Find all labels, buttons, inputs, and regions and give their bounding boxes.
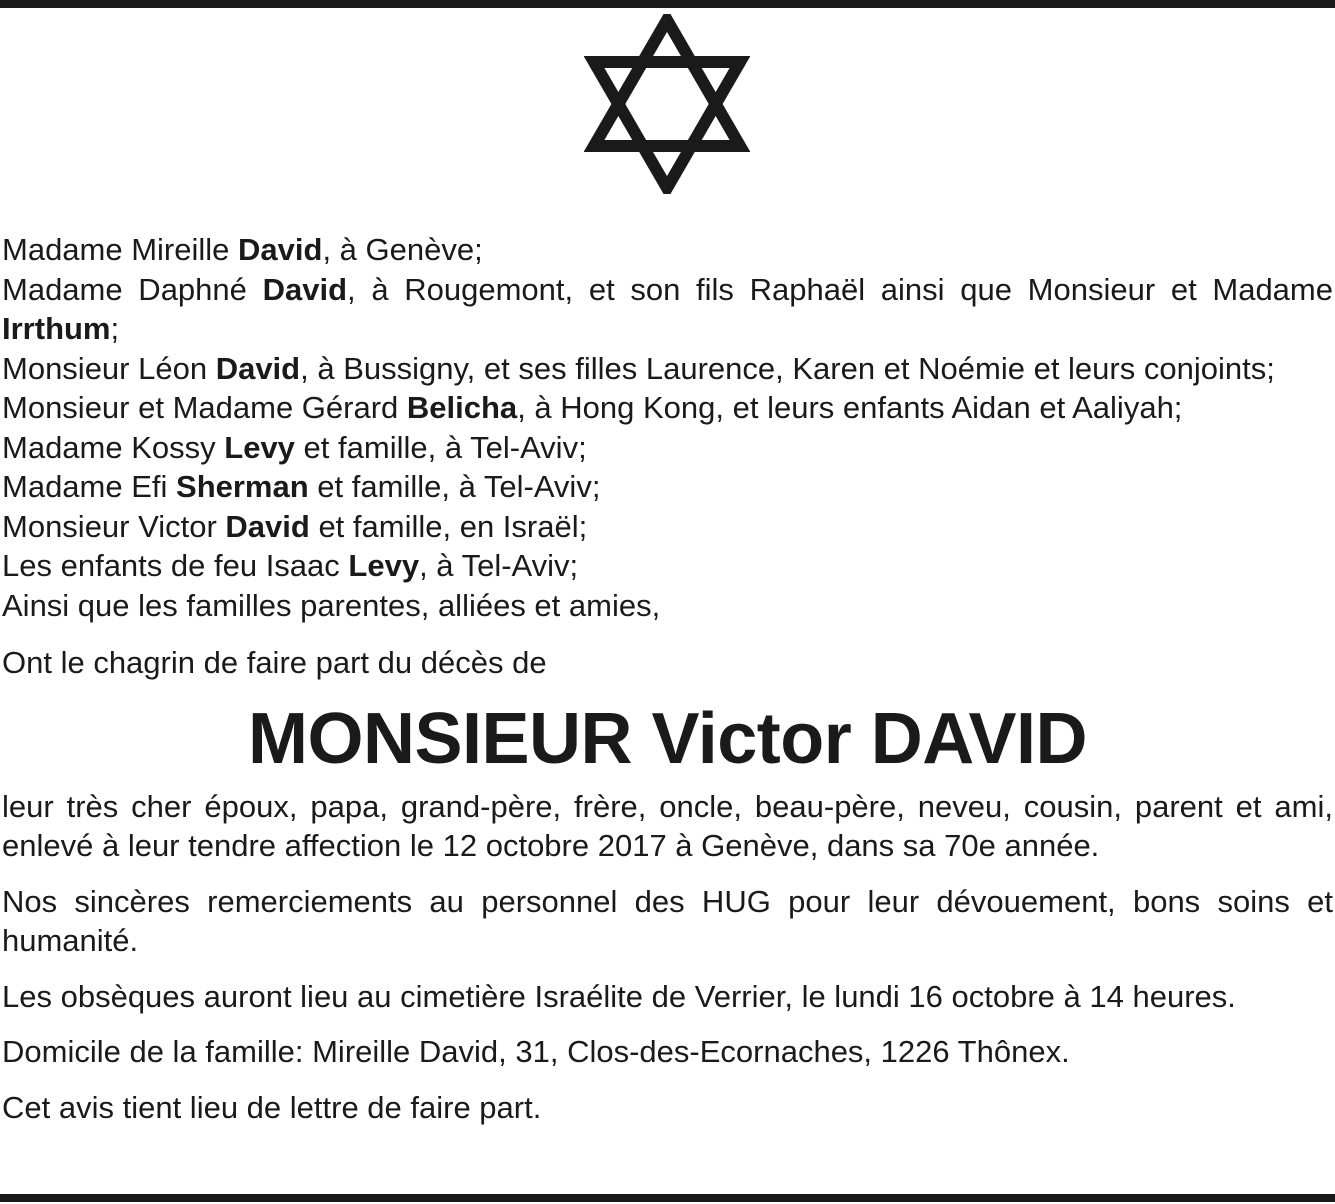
obituary-paragraph: Les obsèques auront lieu au cimetière Israélite de Verrier, le lundi 16 octobre à 14 heures. (2, 978, 1236, 1014)
family-line-text: et famille, à Tel-Aviv; (308, 469, 601, 504)
family-line-text: Madame Daphné (2, 271, 263, 307)
bottom-border-rule (0, 1194, 1335, 1202)
family-list (2, 230, 1333, 625)
family-line (2, 388, 1333, 428)
family-line-text: , à Genève; (322, 232, 483, 267)
family-surname: Levy (224, 429, 295, 465)
family-line-text: ; (110, 311, 120, 346)
family-surname: Belicha (406, 390, 518, 425)
family-line-text: Monsieur Léon (2, 350, 216, 386)
family-surname: Irrthum (2, 311, 111, 346)
family-line-text: Monsieur et Madame Gérard (2, 390, 407, 425)
family-line-text: et famille, à Tel-Aviv; (294, 429, 587, 465)
family-closing: Ainsi que les familles parentes, alliées et amies, (2, 587, 661, 623)
family-line (2, 467, 1333, 507)
family-line (2, 270, 1333, 349)
obituary-notice (2, 230, 1333, 1127)
family-line (2, 349, 1333, 389)
family-surname: Sherman (176, 469, 309, 504)
announcement-intro: Ont le chagrin de faire part du décès de (2, 645, 547, 680)
family-line (2, 428, 1333, 468)
family-line (2, 507, 1333, 547)
family-line-text: Les enfants de feu Isaac (2, 548, 349, 583)
family-line (2, 230, 1333, 270)
family-line-text: , à Bussigny, et ses filles Laurence, Karen et Noémie et leurs conjoints; (300, 350, 1275, 386)
family-line-text: Madame Kossy (2, 429, 225, 465)
family-surname: Levy (348, 548, 420, 583)
obituary-paragraph: Domicile de la famille: Mireille David, 31, Clos-des-Ecornaches, 1226 Thônex. (2, 1034, 1070, 1069)
deceased-name: MONSIEUR Victor DAVID (248, 698, 1087, 779)
family-line-text: Monsieur Victor (2, 508, 226, 544)
family-line-text: , à Hong Kong, et leurs enfants Aidan et Aaliyah; (517, 390, 1183, 425)
star-of-david-icon (584, 14, 750, 194)
family-line-text: , à Rougemont, et son fils Raphaël ainsi que Monsieur et Madame (347, 271, 1333, 307)
obituary-paragraph: Cet avis tient lieu de lettre de faire part. (2, 1089, 542, 1125)
family-line-text: et famille, en Israël; (309, 508, 588, 544)
family-surname: David (225, 508, 310, 544)
family-surname: David (215, 350, 301, 386)
obituary-paragraph: Nos sincères remerciements au personnel des HUG pour leur dévouement, bons soins et humanité. (2, 883, 1333, 958)
obituary-paragraph: leur très cher époux, papa, grand-père, frère, oncle, beau-père, neveu, cousin, parent et ami, enlevé à leur tendre affection le 12 octobre 2017 à Genève, dans sa 70e année. (2, 788, 1333, 863)
family-line-text: , à Tel-Aviv; (419, 548, 579, 583)
family-surname: David (262, 271, 348, 307)
family-line-text: Madame Efi (2, 469, 177, 504)
top-border-rule (0, 0, 1335, 8)
family-line (2, 546, 1333, 586)
family-surname: David (238, 232, 323, 267)
family-line-text: Madame Mireille (2, 232, 239, 267)
